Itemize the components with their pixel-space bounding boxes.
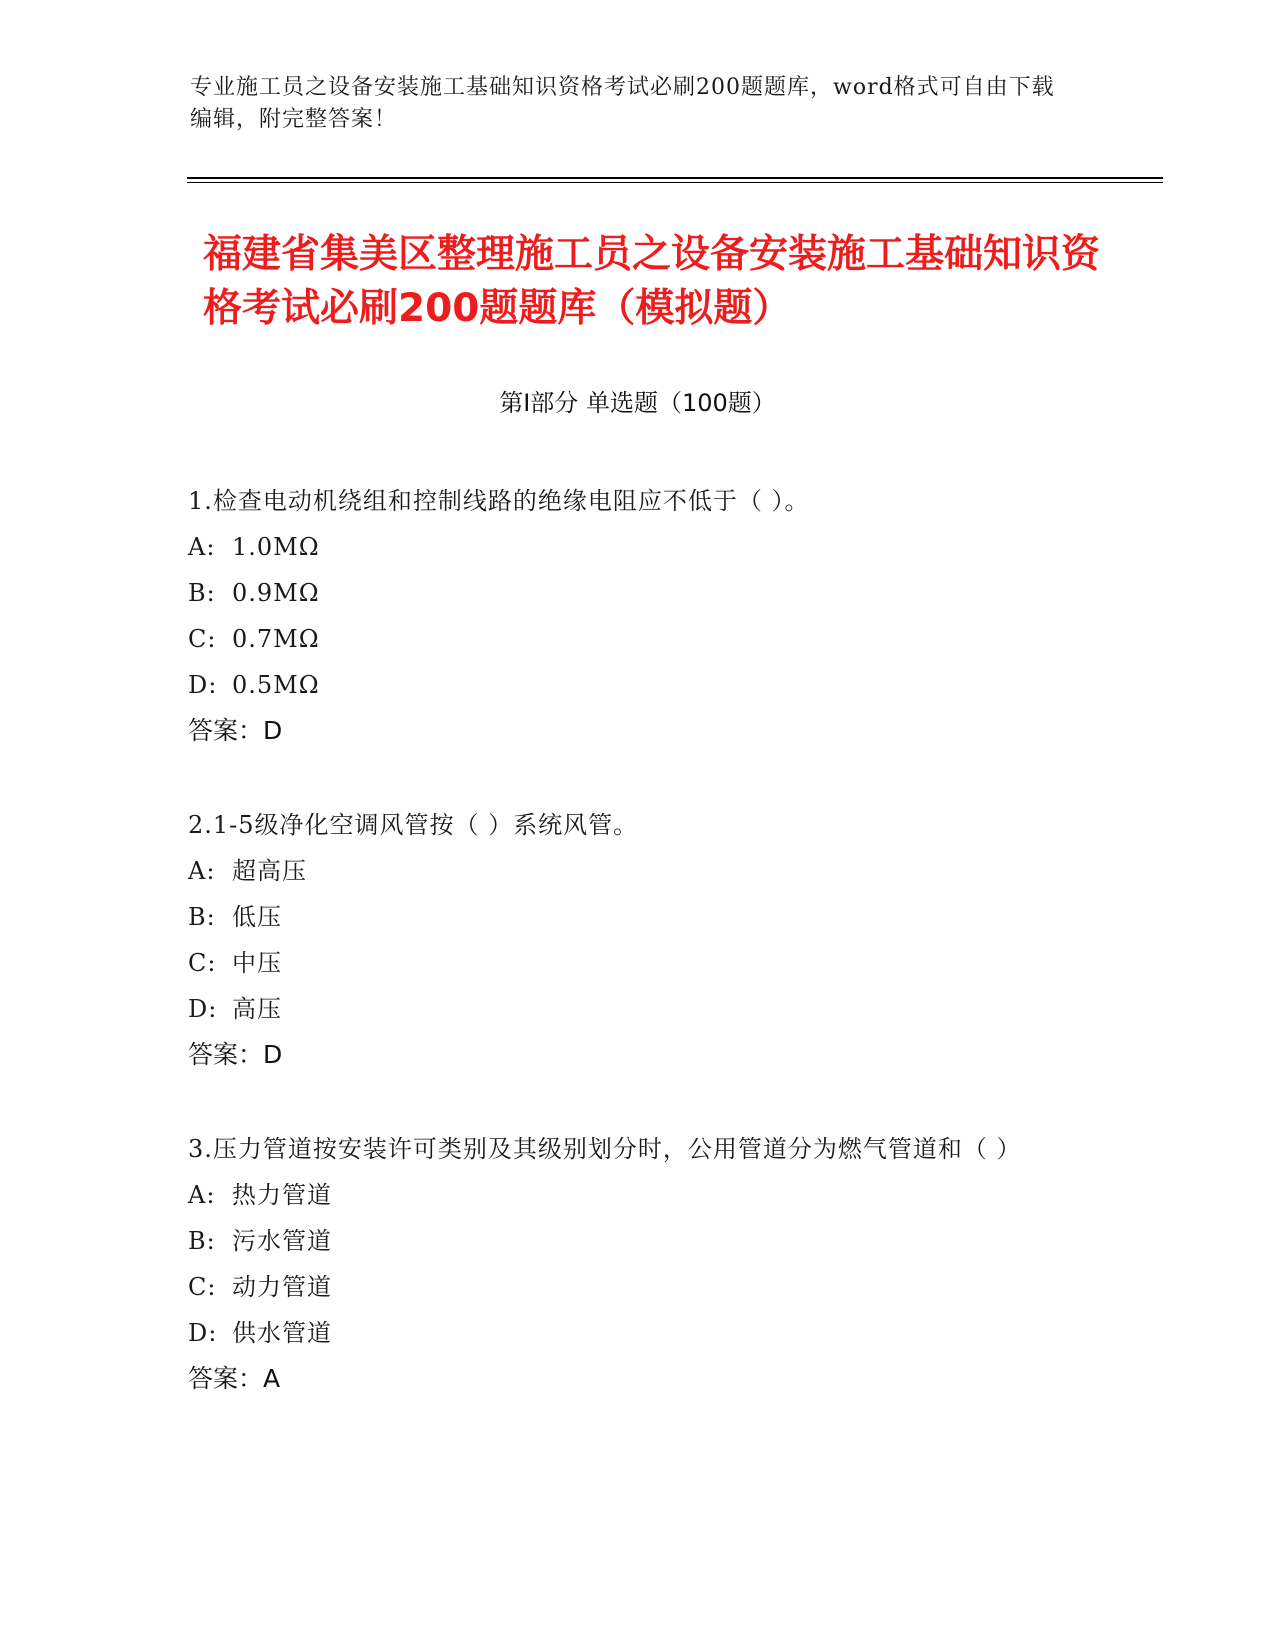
question-3 [188,1126,1068,1402]
option-text: 低压 [232,903,282,931]
option-b [188,570,1068,616]
option-letter: B: [188,903,216,931]
option-letter: A: [188,533,216,561]
option-text: 0.5MΩ [232,671,320,699]
option-text: 超高压 [232,857,307,885]
option-letter: B: [188,579,216,607]
question-stem: 2.1-5级净化空调风管按（ ）系统风管。 [188,811,639,839]
option-text: 高压 [232,995,282,1023]
document-title: 福建省集美区整理施工员之设备安装施工基础知识资格考试必刷200题题库（模拟题） [203,232,1101,331]
option-text: 污水管道 [232,1227,332,1255]
option-text: 0.9MΩ [232,579,320,607]
option-text: 中压 [232,949,282,977]
option-text: 热力管道 [232,1181,332,1209]
question-2 [188,802,1068,1078]
header-divider-thick [187,177,1163,179]
option-b [188,894,1068,940]
header-note: 专业施工员之设备安装施工基础知识资格考试必刷200题题库，word格式可自由下载编辑，附完整答案！ [190,75,1055,132]
option-c [188,940,1068,986]
option-d [188,1310,1068,1356]
option-letter: D: [188,671,218,699]
answer-line: 答案：A [188,1364,281,1393]
option-letter: A: [188,1181,216,1209]
option-letter: C: [188,949,217,977]
question-stem: 1.检查电动机绕组和控制线路的绝缘电阻应不低于（ ）。 [188,487,810,515]
option-c [188,616,1068,662]
option-a [188,524,1068,570]
option-a [188,848,1068,894]
option-text: 1.0MΩ [232,533,320,561]
option-text: 供水管道 [232,1319,332,1347]
option-letter: A: [188,857,216,885]
option-letter: C: [188,625,217,653]
option-a [188,1172,1068,1218]
option-letter: D: [188,995,218,1023]
answer-line: 答案：D [188,716,283,745]
section-heading: 第Ⅰ部分 单选题（100题） [499,389,776,417]
option-text: 动力管道 [232,1273,332,1301]
question-list [188,478,1068,1450]
answer-line: 答案：D [188,1040,283,1069]
question-1 [188,478,1068,754]
option-b [188,1218,1068,1264]
option-letter: C: [188,1273,217,1301]
option-d [188,662,1068,708]
header-divider-thin [187,182,1163,183]
option-letter: B: [188,1227,216,1255]
question-stem: 3.压力管道按安装许可类别及其级别划分时，公用管道分为燃气管道和（ ） [188,1135,1022,1163]
option-text: 0.7MΩ [232,625,320,653]
option-c [188,1264,1068,1310]
option-letter: D: [188,1319,218,1347]
option-d [188,986,1068,1032]
